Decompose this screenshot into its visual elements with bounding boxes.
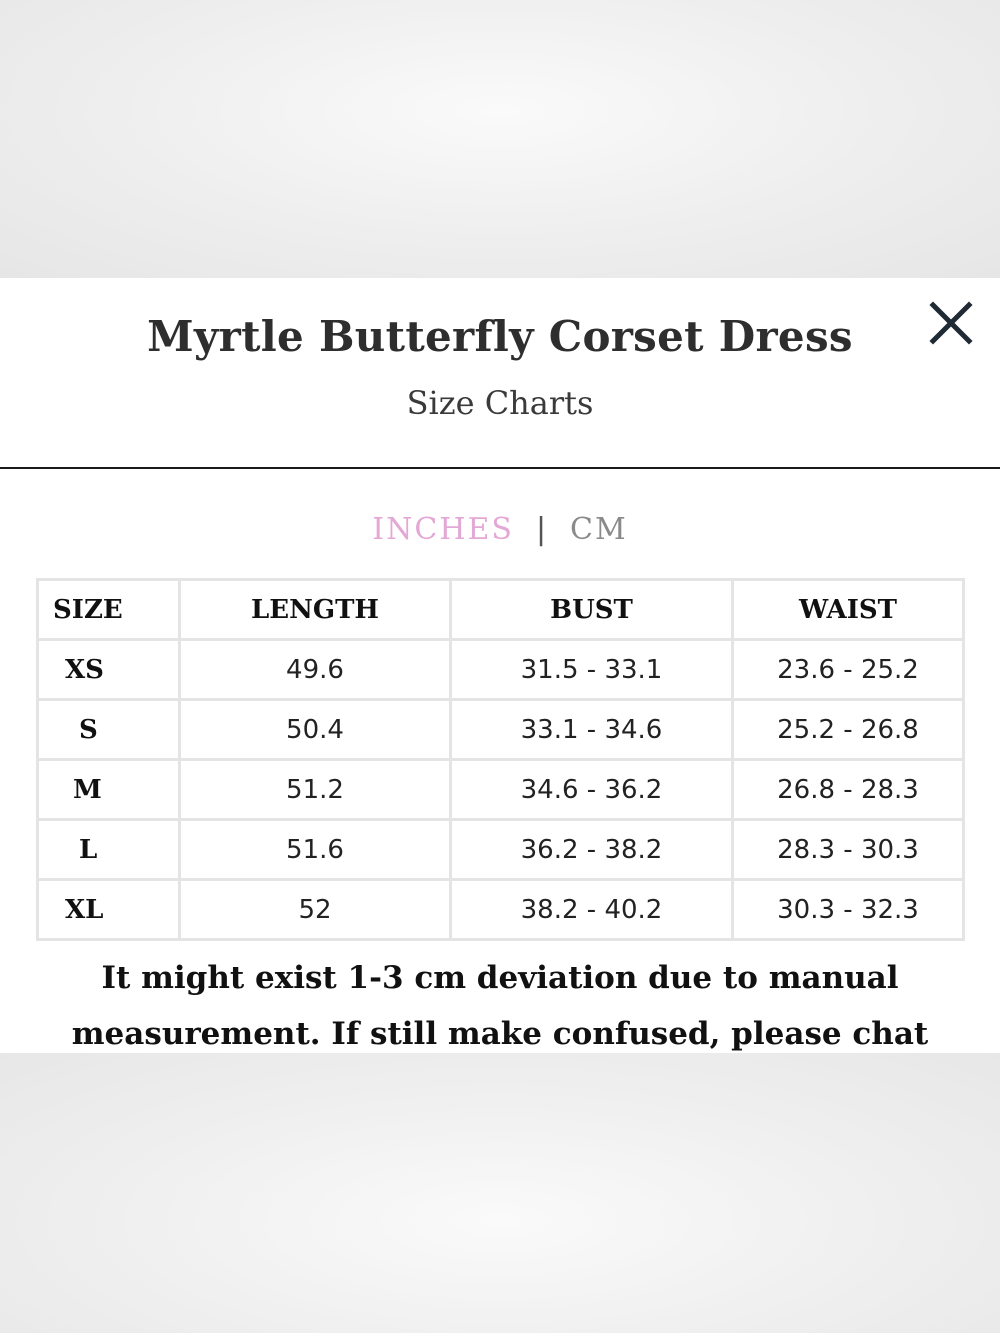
header-bust: BUST xyxy=(451,580,733,640)
length-cell: 52 xyxy=(180,880,451,940)
waist-cell: 28.3 - 30.3 xyxy=(733,820,964,880)
bust-cell: 34.6 - 36.2 xyxy=(451,760,733,820)
waist-cell: 23.6 - 25.2 xyxy=(733,640,964,700)
table-row xyxy=(38,820,964,880)
length-cell: 50.4 xyxy=(180,700,451,760)
header-length: LENGTH xyxy=(180,580,451,640)
bust-cell: 36.2 - 38.2 xyxy=(451,820,733,880)
header-waist: WAIST xyxy=(733,580,964,640)
note-line-1: It might exist 1-3 cm deviation due to manual xyxy=(101,960,899,996)
table-row xyxy=(38,640,964,700)
table-header-row xyxy=(38,580,964,640)
size-cell: XS xyxy=(38,640,180,700)
backdrop-overlay-top[interactable] xyxy=(0,0,1000,278)
table-row xyxy=(38,760,964,820)
note-line-2: measurement. If still make confused, please chat xyxy=(71,1016,929,1052)
size-cell: M xyxy=(38,760,180,820)
length-cell: 51.6 xyxy=(180,820,451,880)
length-cell: 51.2 xyxy=(180,760,451,820)
unit-option-inches[interactable]: INCHES xyxy=(372,511,514,547)
table-row xyxy=(38,880,964,940)
modal-subtitle: Size Charts xyxy=(406,384,594,422)
close-button[interactable] xyxy=(926,298,976,348)
unit-option-cm[interactable]: CM xyxy=(570,511,628,547)
waist-cell: 30.3 - 32.3 xyxy=(733,880,964,940)
bust-cell: 38.2 - 40.2 xyxy=(451,880,733,940)
bust-cell: 33.1 - 34.6 xyxy=(451,700,733,760)
waist-cell: 26.8 - 28.3 xyxy=(733,760,964,820)
unit-toggle xyxy=(0,510,1000,547)
waist-cell: 25.2 - 26.8 xyxy=(733,700,964,760)
measurement-note xyxy=(0,950,1000,1053)
bust-cell: 31.5 - 33.1 xyxy=(451,640,733,700)
size-cell: S xyxy=(38,700,180,760)
size-chart-table xyxy=(36,578,965,941)
unit-separator: | xyxy=(535,511,549,547)
size-cell: XL xyxy=(38,880,180,940)
size-cell: L xyxy=(38,820,180,880)
modal-header xyxy=(0,278,1000,469)
length-cell: 49.6 xyxy=(180,640,451,700)
backdrop-overlay-bottom[interactable] xyxy=(0,1053,1000,1333)
table-row xyxy=(38,700,964,760)
header-size: SIZE xyxy=(38,580,180,640)
size-chart-modal xyxy=(0,278,1000,1053)
close-icon xyxy=(926,298,976,348)
modal-title: Myrtle Butterfly Corset Dress xyxy=(147,312,853,361)
